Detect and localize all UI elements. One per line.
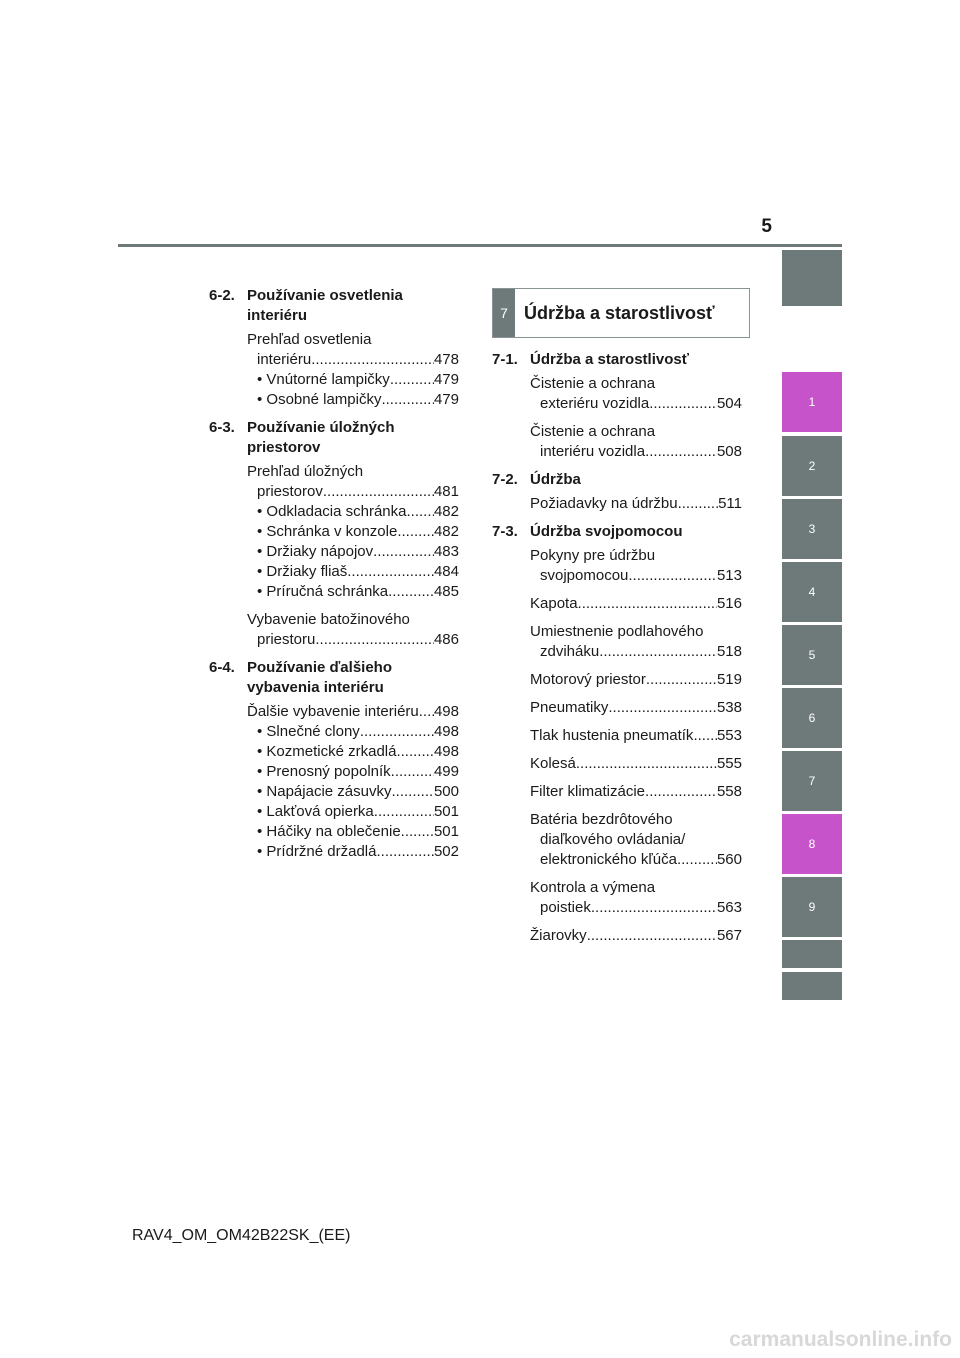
section-title: Používanie ďalšieho (247, 659, 392, 676)
toc-left-column (209, 286, 459, 870)
entry-text: priestoru (257, 631, 316, 648)
page-reference: 484 (433, 563, 459, 580)
dot-leader (419, 702, 434, 722)
toc-entries (209, 330, 459, 410)
page-reference: 516 (716, 595, 742, 612)
dot-leader (591, 898, 717, 918)
toc-entry[interactable] (530, 926, 742, 946)
dot-leader (608, 698, 717, 718)
section-number: 6-4. (209, 659, 235, 676)
sub-entry-text: • Držiaky nápojov (257, 543, 374, 560)
entry-text: interiéru vozidla (540, 443, 646, 460)
dot-leader (407, 502, 434, 522)
toc-sub-entry[interactable] (247, 370, 459, 390)
sub-entry-text: • Schránka v konzole (257, 523, 398, 540)
watermark: carmanualsonline.info (729, 1328, 952, 1351)
entry-line (530, 726, 742, 746)
entry-text: Ďalšie vybavenie interiéru (247, 703, 419, 720)
toc-entry[interactable] (530, 726, 742, 746)
toc-sub-entry[interactable] (247, 842, 459, 862)
entry-line (247, 482, 459, 502)
page-reference: 501 (433, 803, 459, 820)
entry-line (530, 810, 742, 830)
section-title: Údržba svojpomocou (530, 523, 683, 540)
page-reference: 502 (433, 843, 459, 860)
entry-text: Pokyny pre údržbu (530, 547, 656, 564)
dot-leader (376, 842, 433, 862)
entry-text: Batéria bezdrôtového (530, 811, 673, 828)
entry-text: poistiek (540, 899, 591, 916)
entry-line (530, 642, 742, 662)
section-title-block (247, 286, 459, 326)
sub-entry-text: • Háčiky na oblečenie (257, 823, 401, 840)
page-reference: 498 (433, 723, 459, 740)
page-reference: 498 (433, 743, 459, 760)
dot-leader (388, 582, 434, 602)
page-reference: 563 (716, 899, 742, 916)
dot-leader (401, 822, 434, 842)
entry-line (530, 754, 742, 774)
document-code: RAV4_OM_OM42B22SK_(EE) (132, 1227, 351, 1244)
toc-section-heading (492, 522, 742, 542)
dot-leader (374, 802, 434, 822)
toc-sub-entry[interactable] (247, 802, 459, 822)
sub-entry-text: • Odkladacia schránka (257, 503, 407, 520)
toc-entries (492, 374, 742, 462)
toc-sub-entry[interactable] (247, 390, 459, 410)
chapter-number: 7 (493, 289, 515, 337)
dot-leader (381, 390, 434, 410)
entry-line (530, 566, 742, 586)
section-number: 7-2. (492, 471, 518, 488)
dot-leader (599, 642, 717, 662)
dot-leader (576, 754, 717, 774)
chapter-tab-blank-0[interactable] (782, 250, 842, 306)
dot-leader (315, 630, 434, 650)
toc-entry[interactable] (530, 374, 742, 414)
page-reference: 555 (716, 755, 742, 772)
toc-right-column (492, 350, 742, 954)
page-reference: 478 (433, 351, 459, 368)
entry-text: Prehľad úložných (247, 463, 364, 480)
entry-line (530, 546, 742, 566)
entry-line (530, 830, 742, 850)
entry-text: Filter klimatizácie (530, 783, 646, 800)
dot-leader (645, 442, 717, 462)
page-reference: 560 (716, 851, 742, 868)
dot-leader (693, 726, 717, 746)
toc-entry[interactable] (530, 622, 742, 662)
chapter-tab-8[interactable]: 8 (782, 814, 842, 874)
entry-line (530, 850, 742, 870)
page-reference: 485 (433, 583, 459, 600)
entry-text: Kolesá (530, 755, 576, 772)
entry-line (530, 394, 742, 414)
page-reference: 482 (433, 523, 459, 540)
dot-leader (587, 926, 717, 946)
toc-entry[interactable] (530, 594, 742, 614)
toc-entry[interactable] (247, 702, 459, 722)
toc-entry[interactable] (530, 698, 742, 718)
entry-line (530, 374, 742, 394)
toc-entries (209, 702, 459, 862)
page-reference: 511 (718, 495, 742, 512)
toc-entry[interactable] (530, 878, 742, 918)
dot-leader (390, 370, 434, 390)
entry-line (530, 670, 742, 690)
page-reference: 508 (716, 443, 742, 460)
entry-line (530, 422, 742, 442)
toc-section-heading (209, 658, 459, 698)
dot-leader (396, 742, 434, 762)
section-title-block (247, 658, 392, 698)
dot-leader (578, 594, 717, 614)
chapter-tab-4[interactable]: 4 (782, 562, 842, 622)
entry-line (530, 782, 742, 802)
chapter-tab-2[interactable]: 2 (782, 436, 842, 496)
section-title: Údržba (530, 471, 581, 488)
entry-line (530, 442, 742, 462)
chapter-heading-box (492, 288, 750, 338)
entry-text: zdviháku (540, 643, 600, 660)
toc-entries (492, 546, 742, 946)
dot-leader (397, 522, 434, 542)
page-reference: 519 (716, 671, 742, 688)
dot-leader (360, 722, 434, 742)
entry-text: elektronického kľúča (540, 851, 677, 868)
chapter-tab-1[interactable]: 1 (782, 372, 842, 432)
dot-leader (645, 782, 717, 802)
entry-line (247, 350, 459, 370)
sub-entry-list (247, 370, 459, 410)
entry-line (247, 630, 459, 650)
toc-sub-entry[interactable] (247, 562, 459, 582)
section-title-block (530, 470, 581, 490)
toc-entry[interactable] (530, 782, 742, 802)
toc-section-heading (209, 286, 459, 326)
section-title: vybavenia interiéru (247, 679, 384, 696)
page-reference: 486 (433, 631, 459, 648)
chapter-tab-3[interactable]: 3 (782, 499, 842, 559)
toc-sub-entry[interactable] (247, 822, 459, 842)
entry-text: diaľkového ovládania/ (540, 831, 686, 848)
toc-entry[interactable] (530, 546, 742, 586)
dot-leader (323, 482, 434, 502)
entry-text: Čistenie a ochrana (530, 375, 656, 392)
toc-sub-entry[interactable] (247, 542, 459, 562)
toc-entry[interactable] (247, 462, 459, 502)
entry-line (247, 702, 459, 722)
toc-entry[interactable] (247, 330, 459, 370)
entry-text: svojpomocou (540, 567, 629, 584)
section-title: priestorov (247, 439, 321, 456)
section-title: Používanie úložných (247, 419, 395, 436)
toc-entry[interactable] (530, 422, 742, 462)
entry-line (247, 330, 459, 350)
dot-leader (628, 566, 717, 586)
entry-text: Umiestnenie podlahového (530, 623, 704, 640)
page-reference: 518 (716, 643, 742, 660)
entry-text: Čistenie a ochrana (530, 423, 656, 440)
entry-text: Požiadavky na údržbu (530, 495, 678, 512)
section-title: Údržba a starostlivosť (530, 351, 689, 368)
section-title-block (530, 522, 683, 542)
sub-entry-text: • Kozmetické zrkadlá (257, 743, 397, 760)
entry-text: Žiarovky (530, 927, 587, 944)
page-reference: 501 (433, 823, 459, 840)
page-number: 5 (761, 216, 772, 237)
sub-entry-text: • Napájacie zásuvky (257, 783, 392, 800)
page-reference: 479 (433, 371, 459, 388)
toc-entry[interactable] (530, 494, 742, 514)
page-reference: 538 (716, 699, 742, 716)
sub-entry-text: • Vnútorné lampičky (257, 371, 390, 388)
toc-section-heading (492, 470, 742, 490)
toc-entry[interactable] (530, 754, 742, 774)
sub-entry-text: • Príručná schránka (257, 583, 389, 600)
chapter-tab-7[interactable]: 7 (782, 751, 842, 811)
section-title-block (247, 418, 395, 458)
dot-leader (391, 782, 433, 802)
entry-text: priestorov (257, 483, 323, 500)
page-reference: 482 (433, 503, 459, 520)
sub-entry-text: • Osobné lampičky (257, 391, 382, 408)
sub-entry-list (247, 502, 459, 602)
toc-sub-entry[interactable] (247, 722, 459, 742)
toc-sub-entry[interactable] (247, 742, 459, 762)
section-number: 7-1. (492, 351, 518, 368)
entry-text: Vybavenie batožinového (247, 611, 410, 628)
entry-text: Pneumatiky (530, 699, 609, 716)
entry-text: Tlak hustenia pneumatík (530, 727, 694, 744)
toc-entry[interactable] (247, 610, 459, 650)
dot-leader (678, 494, 718, 514)
toc-sub-entry[interactable] (247, 582, 459, 602)
header-rule (118, 244, 842, 247)
chapter-tab-blank-11[interactable] (782, 972, 842, 1000)
page-reference: 481 (433, 483, 459, 500)
toc-sub-entry[interactable] (247, 782, 459, 802)
dot-leader (391, 762, 434, 782)
page-reference: 483 (433, 543, 459, 560)
dot-leader (677, 850, 717, 870)
page-reference: 504 (716, 395, 742, 412)
sub-entry-text: • Lakťová opierka (257, 803, 374, 820)
toc-entries (209, 462, 459, 650)
section-title-block (530, 350, 689, 370)
section-title: Používanie osvetlenia interiéru (247, 287, 403, 324)
sub-entry-list (247, 722, 459, 862)
entry-line (530, 698, 742, 718)
chapter-tab-9[interactable]: 9 (782, 877, 842, 937)
entry-text: Kontrola a výmena (530, 879, 656, 896)
sub-entry-text: • Prídržné držadlá (257, 843, 377, 860)
section-number: 6-2. (209, 287, 235, 304)
section-number: 7-3. (492, 523, 518, 540)
entry-line (530, 494, 742, 514)
entry-line (530, 898, 742, 918)
toc-entry[interactable] (530, 810, 742, 870)
chapter-tab-6[interactable]: 6 (782, 688, 842, 748)
toc-sub-entry[interactable] (247, 522, 459, 542)
page-reference: 479 (433, 391, 459, 408)
page-reference: 567 (716, 927, 742, 944)
chapter-title: Údržba a starostlivosť (524, 302, 715, 323)
toc-sub-entry[interactable] (247, 502, 459, 522)
sub-entry-text: • Slnečné clony (257, 723, 360, 740)
entry-line (530, 878, 742, 898)
entry-line (247, 610, 459, 630)
entry-line (530, 622, 742, 642)
dot-leader (649, 394, 717, 414)
entry-text: Prehľad osvetlenia (247, 331, 372, 348)
section-number: 6-3. (209, 419, 235, 436)
dot-leader (347, 562, 434, 582)
entry-line (247, 462, 459, 482)
page-reference: 553 (716, 727, 742, 744)
entry-text: Kapota (530, 595, 578, 612)
toc-entry[interactable] (530, 670, 742, 690)
entry-line (530, 926, 742, 946)
entry-text: Motorový priestor (530, 671, 646, 688)
page-reference: 498 (433, 703, 459, 720)
chapter-tab-5[interactable]: 5 (782, 625, 842, 685)
page-reference: 500 (433, 783, 459, 800)
entry-text: interiéru (257, 351, 312, 368)
page-reference: 513 (716, 567, 742, 584)
chapter-tab-blank-10[interactable] (782, 940, 842, 968)
toc-sub-entry[interactable] (247, 762, 459, 782)
sub-entry-text: • Prenosný popolník (257, 763, 391, 780)
entry-line (530, 594, 742, 614)
dot-leader (311, 350, 434, 370)
toc-entries (492, 494, 742, 514)
dot-leader (373, 542, 434, 562)
page-reference: 499 (433, 763, 459, 780)
page-reference: 558 (716, 783, 742, 800)
sub-entry-text: • Držiaky fliaš (257, 563, 348, 580)
toc-section-heading (492, 350, 742, 370)
toc-section-heading (209, 418, 459, 458)
dot-leader (646, 670, 717, 690)
entry-text: exteriéru vozidla (540, 395, 650, 412)
